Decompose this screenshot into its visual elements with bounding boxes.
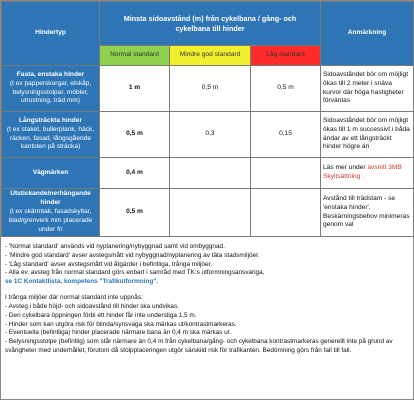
notes-section <box>1 237 413 356</box>
note-line: - Hinder som kan utgöra risk för blinda/synsvaga ska märkas ut/kontrastmarkeras. <box>5 320 237 328</box>
header-anmarkning-label: Anmärkning <box>347 29 387 37</box>
cell-note: Avstånd till trädstam - se 'enstaka hinder'. Beskärningsbehov minimeras genom val <box>321 189 414 237</box>
cell-note: Sidoavståndet bör om möjligt ökas till 1 m successivt i båda ändar av ett långsträckt hinder högre än <box>321 112 414 158</box>
row-fasta-hinder-type <box>2 66 100 112</box>
header-minsta-sidoavstand <box>100 2 321 46</box>
note-text: Läs mer under <box>323 164 368 172</box>
row-desc: (t ex skärmtak, fasadskyltar, blad/grenverk mm placerade under fri <box>8 208 93 233</box>
cell-normal: 0,5 m <box>100 189 170 237</box>
row-title: Långsträckta hinder <box>18 116 83 124</box>
row-title: Fasta, enstaka hinder <box>16 70 85 78</box>
note-line: I trånga miljöer där normal standard inte uppnås: <box>5 294 143 302</box>
table-row <box>2 112 414 158</box>
note-line: - 'Mindre god standard' avser avstegsmått vid nybyggnad/nyplanering av täta stadsmiljöer. <box>5 251 260 259</box>
note-line: - 'Låg standard' avser avstegsmått vid åtgärder i befintliga, trånga miljöer. <box>5 260 213 268</box>
distance-table <box>1 1 414 237</box>
cell-lag <box>251 189 321 237</box>
cell-normal: 0,4 m <box>100 158 170 189</box>
cell-lag: 0,15 <box>251 112 321 158</box>
note-line: - Alla ev. avsteg från normal standard görs enbart i samråd med TK:s utformningsansvariga, <box>5 269 265 277</box>
cell-lag: 0,5 m <box>251 66 321 112</box>
note-line: - Belysningsstolpe (befintlig) som står närmare än 0,4 m från cykelbana/gång- och cykelbana kontrastmarkeras generellt inte på grund av svårigheter med underhållet, förutom då stolpplaceringen utgör särskild risk för trafikanten. Bedömning görs från fall till fall. <box>5 338 393 355</box>
note-line: - Den cykelbara öppningen förbi ett hinder får inte understiga 1,5 m. <box>5 311 197 319</box>
cell-mindre: 0,5 m <box>170 66 251 112</box>
header-hindertyp-label: Hindertyp <box>35 29 66 37</box>
header-anmarkning <box>321 2 414 66</box>
note-line: - 'Normal standard' används vid nyplanering/nybyggnad samt vid ombyggnad. <box>5 243 225 250</box>
cell-note: Sidoavståndet bör om möjligt ökas till 2 meter i snäva kurvor där höga hastigheter förväntas <box>321 66 414 112</box>
cell-normal: 0,5 m <box>100 112 170 158</box>
table-row <box>2 158 414 189</box>
row-desc: (t ex staket, bullerplank, häck, räcken, fasad, långsgående kantsten på sträcka) <box>6 125 95 151</box>
header-hindertyp <box>2 2 100 66</box>
cell-mindre: 0,3 <box>170 112 251 158</box>
mindre-god-standard-label: Mindre god standard <box>179 51 241 59</box>
cell-mindre <box>170 189 251 237</box>
header-lag-standard <box>251 46 321 66</box>
cell-note <box>321 158 414 189</box>
header-minsta-label: Minsta sidoavstånd (m) från cykelbana / gång- och cykelbana till hinder <box>123 13 297 33</box>
table-row <box>2 66 414 112</box>
header-mindre-god-standard <box>170 46 251 66</box>
lag-standard-label: Låg standard <box>266 51 305 59</box>
row-langstrackta-hinder-type <box>2 112 100 158</box>
row-vagmarken-type <box>2 158 100 189</box>
normal-standard-label: Normal standard <box>110 51 159 59</box>
note-line: - Eventuella (befintliga) hinder placerade närmare bana än 0,4 m ska märkas ut. <box>5 329 232 337</box>
table-row <box>2 189 414 237</box>
skyltsattning-link[interactable]: avsnitt 3MB Skyltsättning . <box>323 164 402 180</box>
contact-link[interactable]: se 1C Kontaktlista, kompetens "Trafikutformning". <box>5 278 159 286</box>
header-normal-standard <box>100 46 170 66</box>
row-title: Utstickande/nerhängande hinder <box>10 190 91 207</box>
cell-mindre <box>170 158 251 189</box>
row-utstickande-hinder-type <box>2 189 100 237</box>
cell-normal: 1 m <box>100 66 170 112</box>
row-title: Vägmärken <box>32 168 69 176</box>
cell-lag <box>251 158 321 189</box>
note-line: - Avsteg i både höjd- och sidoavstånd till hinder ska undvikas. <box>5 302 179 310</box>
row-desc: (t ex papperskorgar, elskåp, belysningsstolpar, möbler, utrustning, träd mm) <box>9 79 92 105</box>
